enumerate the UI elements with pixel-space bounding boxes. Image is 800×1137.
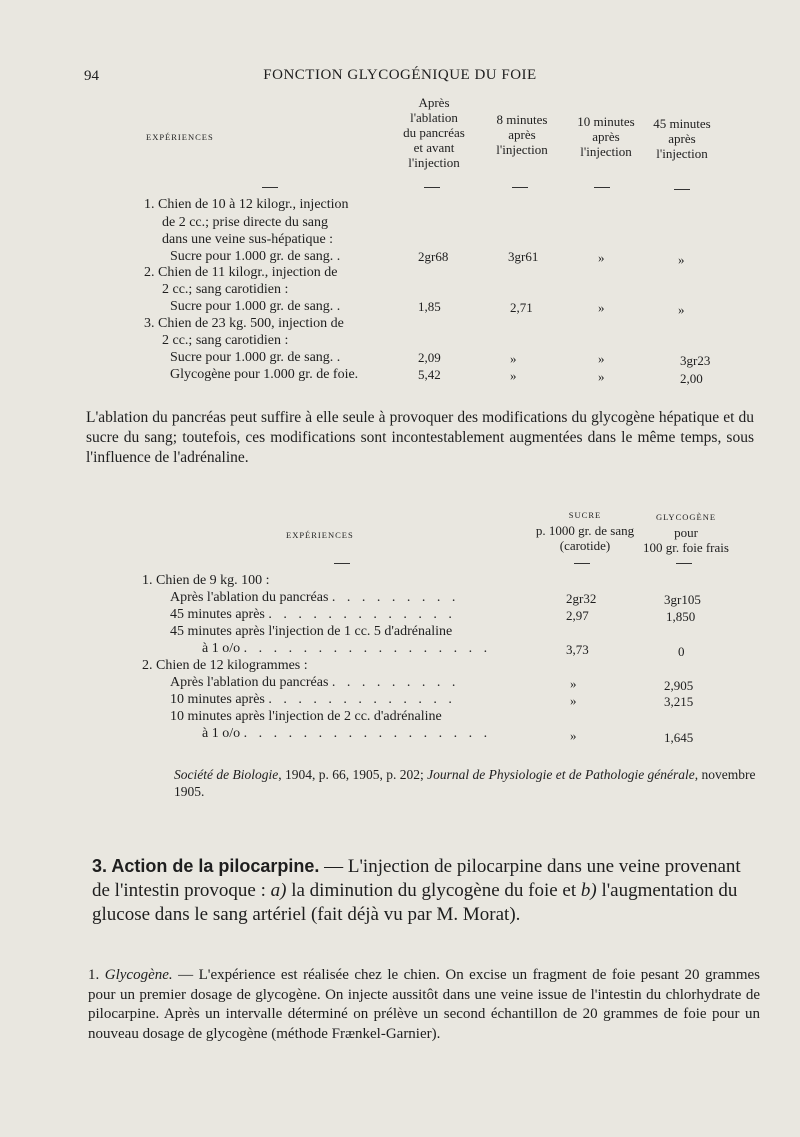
table1-cell: 2,00 — [680, 371, 703, 386]
table1-header-45min: 45 minutes après l'injection — [653, 116, 711, 161]
page-number: 94 — [84, 68, 99, 84]
table1-row-label: Sucre pour 1.000 gr. de sang. . — [170, 249, 341, 264]
table1-row-label: 2. Chien de 11 kilogr., injection de — [144, 265, 338, 280]
paragraph-glycogene: 1. Glycogène. — L'expérience est réalisée chez le chien. On excise un fragment de foie pesant 20 grammes pour un premier dosage de glycogène. On injecte aussitôt dans une veine issue de l'intestin du chlorhydrate de pilocarpine. Après un intervalle déterminé on prélève un second échantillon de 20 grammes de foie pour un nouveau dosage de glycogène (méthode Frænkel-Garnier). — [88, 967, 761, 1042]
table1-cell: 5,42 — [418, 367, 441, 382]
table2-cell: 1,645 — [664, 730, 694, 745]
section-pilocarpine: 3. Action de la pilocarpine. — L'injection de pilocarpine dans une veine provenant de l'intestin provoque : a) la diminution du glycogène du foie et b) l'augmentation du glucose dans le sang artériel (fait déjà vu par M. Morat). — [92, 856, 741, 925]
table1-cell: 1,85 — [418, 299, 441, 314]
table1-header-ablation: Après l'ablation du pancréas et avant l'injection — [403, 95, 465, 170]
table1-row-label: de 2 cc.; prise directe du sang — [162, 215, 328, 230]
table1-dash-experiences — [262, 187, 278, 188]
table1-row-label: Glycogène pour 1.000 gr. de foie. — [170, 367, 359, 382]
table2-row-label: Après l'ablation du pancréas . . . . . . . . . — [170, 590, 460, 605]
table2-cell: 0 — [678, 644, 685, 659]
table1-dash-8min — [512, 187, 528, 188]
table1-cell: » — [678, 252, 685, 267]
table1-header-10min: 10 minutes après l'injection — [577, 114, 635, 159]
table2-row-label: 1. Chien de 9 kg. 100 : — [142, 573, 270, 588]
table1-cell: » — [510, 368, 517, 383]
table1-row-label: 2 cc.; sang carotidien : — [162, 333, 289, 348]
table2-row-label: 10 minutes après . . . . . . . . . . . . . — [170, 692, 456, 707]
table1-row-label: dans une veine sus-hépatique : — [162, 232, 334, 247]
table2-row-label: 45 minutes après l'injection de 1 cc. 5 d'adrénaline — [170, 624, 453, 639]
table2-header-glycogene: GLYCOGÈNE pour 100 gr. foie frais — [643, 512, 729, 555]
table2-cell: 1,850 — [666, 609, 696, 624]
table2-dash-glycogene — [676, 563, 692, 564]
running-title: FONCTION GLYCOGÉNIQUE DU FOIE — [263, 67, 537, 83]
table1-dash-ablation — [424, 187, 440, 188]
table1-cell: 2,09 — [418, 350, 441, 365]
table1-row-label: Sucre pour 1.000 gr. de sang. . — [170, 350, 341, 365]
table2-cell: 3gr105 — [664, 592, 701, 607]
table1-cell: 3gr61 — [508, 249, 539, 264]
table1-cell: 2,71 — [510, 300, 533, 315]
table2-cell: 2,97 — [566, 608, 589, 623]
table1-cell: » — [598, 300, 605, 315]
table1-cell: 3gr23 — [680, 353, 711, 368]
table1-header-8min: 8 minutes après l'injection — [496, 112, 548, 157]
table2-row-label: à 1 o/o . . . . . . . . . . . . . . . . . — [202, 726, 492, 741]
table2-header-experiences: EXPÉRIENCES — [286, 530, 354, 540]
table2-row-label: 45 minutes après . . . . . . . . . . . . . — [170, 607, 456, 622]
table1-row-label: 3. Chien de 23 kg. 500, injection de — [144, 316, 344, 331]
table2-header-sucre: SUCRE p. 1000 gr. de sang (carotide) — [535, 510, 635, 553]
table2-cell: » — [570, 728, 577, 743]
table2-dash-experiences — [334, 563, 350, 564]
table1-cell: » — [598, 369, 605, 384]
table1-cell: » — [598, 351, 605, 366]
table2-cell: » — [570, 676, 577, 691]
table2-row-label: 10 minutes après l'injection de 2 cc. d'adrénaline — [170, 709, 442, 724]
table1-dash-45min — [674, 189, 690, 190]
citation: Société de Biologie, 1904, p. 66, 1905, p. 202; Journal de Physiologie et de Pathologie générale, novembre 1905. — [174, 767, 756, 799]
table2-cell: 3,215 — [664, 694, 694, 709]
table1-row-label: Sucre pour 1.000 gr. de sang. . — [170, 299, 341, 314]
table1-row-label: 1. Chien de 10 à 12 kilogr., injection — [144, 197, 349, 212]
table2-row-label: Après l'ablation du pancréas . . . . . . . . . — [170, 675, 460, 690]
table1-dash-10min — [594, 187, 610, 188]
table1-cell: » — [598, 250, 605, 265]
table1-row-label: 2 cc.; sang carotidien : — [162, 282, 289, 297]
table2-cell: 2gr32 — [566, 591, 597, 606]
table2-cell: 2,905 — [664, 678, 694, 693]
table1-cell: » — [510, 351, 517, 366]
section-heading: 3. Action de la pilocarpine. — [92, 856, 320, 876]
table1-cell: » — [678, 302, 685, 317]
paragraph-ablation: L'ablation du pancréas peut suffire à elle seule à provoquer des modifications du glycogène hépatique et du sucre du sang; toutefois, ces modifications sont incontestablement augmentées dans le même temps, sous l'influence de l'adrénaline. — [86, 409, 754, 466]
table2-row-label: 2. Chien de 12 kilogrammes : — [142, 658, 308, 673]
table2-row-label: à 1 o/o . . . . . . . . . . . . . . . . . — [202, 641, 492, 656]
table1-header-experiences: EXPÉRIENCES — [146, 132, 214, 142]
table2-cell: » — [570, 693, 577, 708]
table2-dash-sucre — [574, 563, 590, 564]
table1-cell: 2gr68 — [418, 249, 449, 264]
table2-cell: 3,73 — [566, 642, 589, 657]
